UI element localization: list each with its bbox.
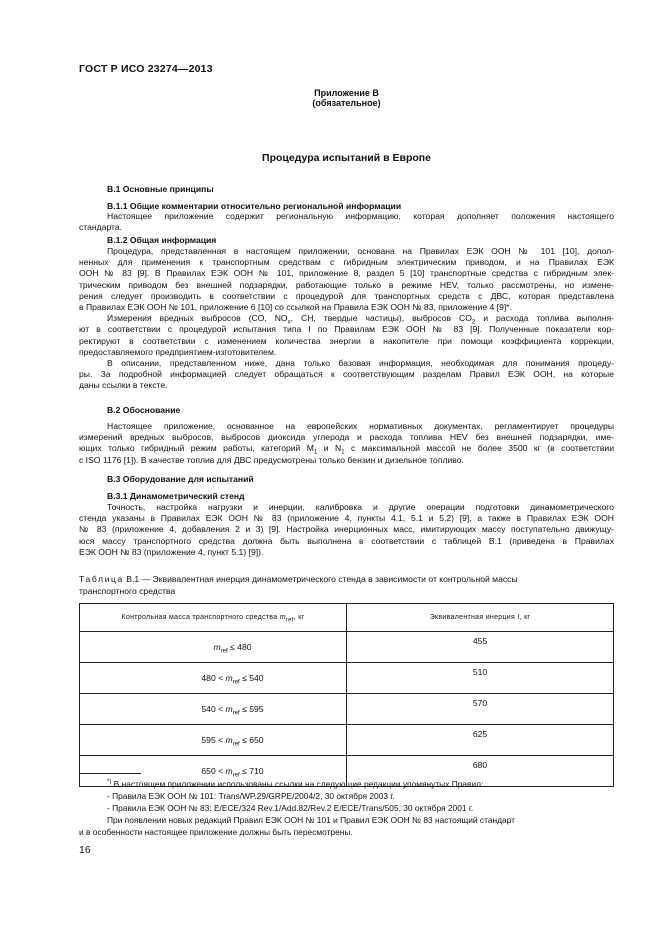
cell-mass-range bbox=[80, 725, 347, 756]
mass-subscript: ref bbox=[232, 679, 240, 686]
text-line: стенда указаны в Правилах ЕЭК ООН № 83 (приложение 4, пункты 4.1, 5.1 и 5.2) [9], а также в Правилах ЕЭК ООН bbox=[79, 513, 614, 524]
text-fragment: и N bbox=[317, 443, 342, 454]
text-line: ры. За подробной информацией следует обращаться к соответствующим разделам Правил ЕЭК ООН, на которые bbox=[79, 369, 614, 380]
heading-b12: В.1.2 Общая информация bbox=[107, 235, 217, 245]
text-line: предоставляемого предприятием-изготовителем. bbox=[79, 346, 277, 357]
footnote-line bbox=[79, 778, 614, 790]
document-code: ГОСТ Р ИСО 23274—2013 bbox=[79, 63, 213, 75]
text-line: Процедура, представленная в настоящем приложении, основана на Правилах ЕЭК ООН № 101 [10], допол- bbox=[107, 246, 614, 256]
text-line: ют в соответствии с процедурой испытания типа I по Правилам ЕЭК ООН № 83 [9]. Полученные показатели кор- bbox=[79, 324, 614, 335]
caption-word: Таблица bbox=[79, 574, 124, 584]
text-line-emissions: Измерения вредных выбросов (CO, $NO_x$, CH, твердые частицы), выбросов $CO_2$ и расхода топлива выполня- bbox=[107, 313, 614, 325]
paragraph-b31 bbox=[79, 502, 614, 558]
range-suffix: ≤ 650 bbox=[239, 735, 264, 745]
cell-inertia: 625 bbox=[347, 725, 614, 756]
range-prefix: 595 < bbox=[201, 735, 226, 745]
text-line: измерений вредных выбросов, выбросов диоксида углерода и расхода топлива HEV без внешней подзарядки, име- bbox=[79, 432, 614, 443]
text-line: ООН № 83 [9]. В Правилах ЕЭК ООН № 101, приложение 8, раздел 5 [10] транспортные средства с гибридным элек- bbox=[79, 268, 614, 279]
text-line: юся массу транспортного средства должна быть выполнена в соответствии с таблицей В.1 (приведена в Правилах bbox=[79, 535, 614, 546]
inertia-table bbox=[79, 603, 614, 787]
mass-subscript: ref bbox=[232, 710, 240, 717]
cell-mass-range bbox=[80, 663, 347, 694]
range-prefix: 540 < bbox=[201, 704, 226, 714]
appendix-title: Приложение В bbox=[314, 88, 379, 98]
footnote bbox=[79, 778, 614, 838]
header-unit: , кг bbox=[293, 614, 305, 621]
heading-b11: В.1.1 Общие комментарии относительно региональной информации bbox=[107, 201, 402, 211]
header-text: Эквивалентная инерция bbox=[429, 614, 518, 621]
header-symbol: m bbox=[279, 614, 286, 621]
footnote-mark: *) bbox=[107, 779, 112, 786]
text-line: ЕЭК ООН № 83 (приложение 4, пункт 5.1) [9]). bbox=[79, 546, 264, 557]
range-suffix: ≤ 595 bbox=[239, 704, 264, 714]
footnote-text: В настоящем приложении использованы ссылки на следующие редакции упомянутых Правил: bbox=[111, 779, 484, 789]
text-line: ректируют в соответствии с изменением количества энергии в накопителе при помощи коэффициента коррекции, bbox=[79, 335, 614, 346]
caption-text: В.1 — Эквивалентная инерция динамометрического стенда в зависимости от контрольной массы bbox=[123, 574, 518, 584]
text-line: Настоящее приложение, основанное на европейских нормативных документах, регламентирует процедуры bbox=[107, 421, 614, 431]
range-suffix: ≤ 540 bbox=[239, 673, 264, 683]
mass-subscript: ref bbox=[232, 741, 240, 748]
mass-symbol: m bbox=[213, 642, 221, 652]
footnote-line: - Правила ЕЭК ООН № 101: Trans/WP.29/GRPE/2004/2, 30 октября 2003 г. bbox=[107, 791, 395, 801]
cell-mass-range bbox=[80, 632, 347, 663]
text-fragment: с максимальной массой не более 3500 кг (в соответствии bbox=[344, 443, 614, 454]
mass-symbol: m bbox=[225, 735, 233, 745]
header-subscript: ref bbox=[285, 617, 294, 624]
heading-b1: В.1 Основные принципы bbox=[107, 184, 214, 194]
section-title: Процедура испытаний в Европе bbox=[262, 152, 431, 164]
text-line: ненных для применения к транспортным средствам с гибридным электрическим приводом, и на Правилах ЕЭК bbox=[79, 257, 614, 268]
appendix-status: (обязательное) bbox=[312, 98, 381, 108]
heading-b3: В.3 Оборудование для испытаний bbox=[107, 474, 254, 484]
cell-inertia: 570 bbox=[347, 694, 614, 725]
footnote-line: и в особенности настоящее приложение должны быть пересмотрены. bbox=[79, 827, 353, 837]
text-line: В описании, представленном ниже, дана только базовая информация, необходимая для понимания процеду- bbox=[107, 357, 614, 368]
text-line: рения следует производить в соответствии с процедурой для транспортных средств с ДВС, которая представлена bbox=[79, 290, 614, 301]
text-line: Настоящее приложение содержит региональную информацию, которая дополняет положения настоящего bbox=[107, 211, 614, 221]
table-caption bbox=[79, 574, 614, 597]
page-number: 16 bbox=[79, 844, 91, 856]
text-line: даны ссылки в тексте. bbox=[79, 380, 168, 391]
text-line: трическим приводом без внешней подзарядки, работающие только в режиме HEV, только рассмотрены, но измене- bbox=[79, 279, 614, 290]
range-suffix: ≤ 480 bbox=[227, 642, 252, 652]
table-header-row bbox=[80, 604, 614, 632]
mass-subscript: ref bbox=[220, 648, 228, 655]
text-fragment: , CH, твердые частицы), выбросов CO bbox=[290, 313, 472, 324]
caption-line2: транспортного средства bbox=[79, 585, 176, 596]
range-prefix: 480 < bbox=[201, 673, 226, 683]
heading-b31: В.3.1 Динамометрический стенд bbox=[107, 491, 245, 501]
cell-inertia: 455 bbox=[347, 632, 614, 663]
header-symbol: I bbox=[517, 614, 520, 621]
range-prefix: 650 < bbox=[201, 766, 226, 776]
paragraph-b11 bbox=[79, 211, 614, 233]
cell-inertia: 510 bbox=[347, 663, 614, 694]
header-text: Контрольная масса транспортного средства bbox=[121, 614, 280, 621]
header-unit: , кг bbox=[519, 614, 531, 621]
text-fragment: Измерения вредных выбросов (CO, NO bbox=[107, 313, 288, 324]
table-row bbox=[80, 694, 614, 725]
text-line: в Правилах ЕЭК ООН № 101, приложение 6 [10] со ссылкой на Правила ЕЭК ООН № 83, приложение 4 [9]*. bbox=[79, 301, 512, 312]
text-line-categories: ющих только гибридный режим работы, категорий $M_1$ и $N_1$ с максимальной массой не более 3500 кг (в соответствии bbox=[79, 443, 614, 455]
mass-symbol: m bbox=[225, 673, 233, 683]
table-row bbox=[80, 632, 614, 663]
column-header-reference-mass bbox=[80, 604, 347, 632]
text-fragment: и расхода топлива выполня- bbox=[475, 313, 614, 324]
mass-subscript: ref bbox=[232, 772, 240, 779]
footnote-line: - Правила ЕЭК ООН № 83: E/ECE/324 Rev.1/Add.82/Rev.2 E/ECE/Trans/505, 30 октября 2001 г. bbox=[107, 803, 474, 813]
heading-b2: В.2 Обоснование bbox=[107, 405, 181, 415]
paragraph-b2 bbox=[79, 421, 614, 466]
table-row bbox=[80, 663, 614, 694]
mass-symbol: m bbox=[225, 766, 233, 776]
cell-mass-range bbox=[80, 694, 347, 725]
text-line: № 83 (приложение 4, добавления 2 и 3) [9]. Настройка инерционных масс, имитирующих массу поступательно движущу- bbox=[79, 524, 614, 535]
text-line: Точность, настройка нагрузки и инерции, калибровка и другие операции подготовки динамометрического bbox=[107, 502, 614, 512]
mass-symbol: m bbox=[225, 704, 233, 714]
table-row bbox=[80, 725, 614, 756]
column-header-inertia bbox=[347, 604, 614, 632]
text-line: стандарта. bbox=[79, 222, 123, 233]
paragraph-b12-1 bbox=[79, 246, 614, 391]
text-line: с ISO 1176 [1]). В качестве топлив для ДВС предусмотрены только бензин и дизельное топливо. bbox=[79, 454, 464, 465]
range-suffix: ≤ 710 bbox=[239, 766, 264, 776]
text-fragment: ющих только гибридный режим работы, категорий M bbox=[79, 443, 314, 454]
cell-inertia: 680 bbox=[347, 756, 614, 787]
footnote-line: При появлении новых редакций Правил ЕЭК ООН № 101 и Правил ЕЭК ООН № 83 настоящий стандарт bbox=[107, 815, 516, 825]
footnote-divider bbox=[79, 773, 141, 774]
